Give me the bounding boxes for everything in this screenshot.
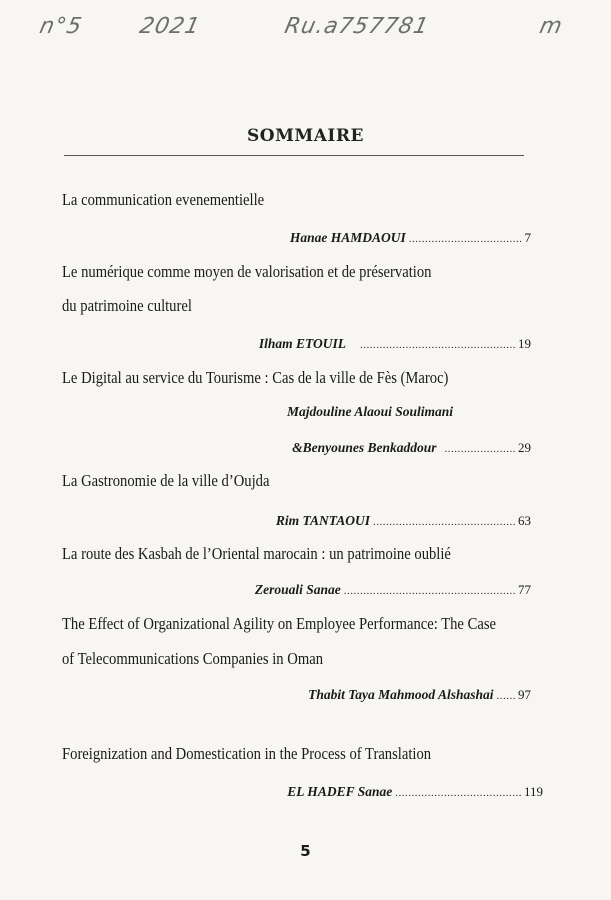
entry-6-author: Thabit Taya Mahmood Alshashai [308, 687, 494, 702]
entry-2-title-line-2: du patrimoine culturel [62, 296, 192, 315]
entry-1-author-line [290, 230, 531, 246]
entry-6-leader: ...... [496, 690, 516, 702]
entry-2-leader: ................................................ [360, 339, 516, 351]
entry-5-page: 77 [518, 582, 531, 597]
entry-3-title: Le Digital au service du Tourisme : Cas de la ville de Fès (Maroc) [62, 368, 449, 387]
entry-4-title: La Gastronomie de la ville d’Oujda [62, 471, 270, 490]
entry-6-page: 97 [518, 687, 531, 702]
entry-4-page: 63 [518, 513, 531, 528]
entry-2-page: 19 [518, 336, 531, 351]
entry-1-leader: ................................... [408, 233, 523, 245]
entry-5-author: Zerouali Sanae [254, 582, 341, 597]
entry-6-title-line-1: The Effect of Organizational Agility on Employee Performance: The Case [62, 614, 497, 633]
entry-7-leader: ....................................... [395, 787, 522, 799]
title-divider [64, 155, 524, 156]
entry-1-author: Hanae HAMDAOUI [289, 230, 406, 245]
entry-3-author-line-1 [287, 404, 453, 420]
entry-3-author-2: &Benyounes Benkaddour [292, 440, 437, 455]
entry-7-author: EL HADEF Sanae [287, 784, 393, 799]
handwritten-note-reference: Ru.a757781 [282, 14, 432, 39]
page-number: 5 [300, 842, 311, 860]
handwritten-note-mark: m [537, 14, 566, 39]
entry-2-title-line-1: Le numérique comme moyen de valorisation et de préservation [62, 262, 432, 281]
entry-3-page: 29 [518, 440, 531, 455]
entry-4-author-line [276, 513, 531, 529]
entry-5-title: La route des Kasbah de l’Oriental marocain : un patrimoine oublié [62, 544, 451, 563]
entry-6-author-line [308, 687, 531, 703]
entry-7-title: Foreignization and Domestication in the Process of Translation [62, 744, 432, 763]
entry-4-leader: ............................................ [373, 516, 516, 528]
entry-3-leader: ...................... [444, 443, 516, 455]
entry-5-leader: ..................................................... [343, 585, 516, 597]
entry-3-author-1: Majdouline Alaoui Soulimani [286, 404, 453, 419]
entry-4-author: Rim TANTAOUI [275, 513, 370, 528]
entry-7-author-line [287, 784, 543, 800]
handwritten-note-issue: n°5 [37, 14, 85, 39]
entry-2-author-line [259, 336, 531, 352]
entry-1-title: La communication evenementielle [62, 190, 265, 209]
entry-7-page: 119 [523, 784, 543, 799]
entry-6-title-line-2: of Telecommunications Companies in Oman [62, 649, 324, 668]
handwritten-note-year: 2021 [137, 14, 203, 39]
entry-2-author: Ilham ETOUIL [258, 336, 346, 351]
entry-1-page: 7 [524, 230, 531, 245]
entry-3-author-line-2 [292, 440, 531, 456]
page-title: SOMMAIRE [247, 126, 364, 146]
entry-5-author-line [255, 582, 531, 598]
